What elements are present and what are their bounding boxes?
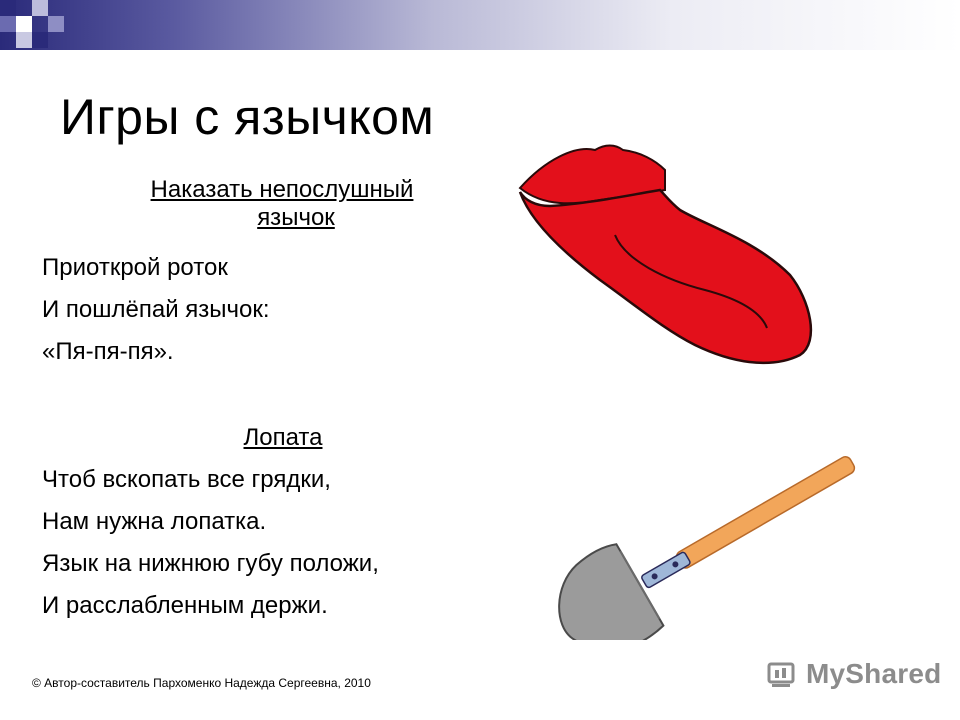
exercise2-line: Нам нужна лопатка.	[42, 508, 267, 535]
exercise1-heading	[80, 176, 484, 232]
exercise2-line: И расслабленным держи.	[42, 592, 328, 619]
exercise1-line: «Пя-пя-пя».	[42, 338, 174, 365]
copyright-text: © Автор-составитель Пархоменко Надежда Сергеевна, 2010	[32, 676, 371, 690]
exercise2-line: Чтоб вскопать все грядки,	[42, 466, 331, 493]
exercise1-heading-line2: язычок	[257, 204, 335, 231]
header-band	[0, 0, 960, 50]
exercise1-line: И пошлёпай язычок:	[42, 296, 270, 323]
exercise2-heading: Лопата	[243, 424, 323, 451]
myshared-logo-icon	[766, 658, 800, 690]
tongue-illustration	[505, 130, 825, 380]
watermark-text: MyShared	[806, 658, 942, 689]
exercise1-line: Приоткрой роток	[42, 254, 228, 281]
exercise2-line: Язык на нижнюю губу положи,	[42, 550, 379, 577]
exercise1-heading-line1: Наказать непослушный	[150, 176, 414, 203]
watermark	[766, 654, 941, 694]
slide-title: Игры с язычком	[60, 89, 435, 145]
shovel-illustration	[535, 455, 885, 640]
